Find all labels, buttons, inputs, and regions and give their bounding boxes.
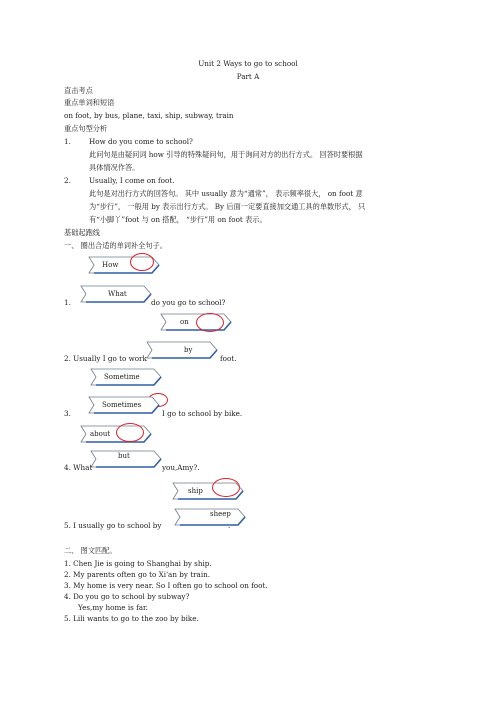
matching-sentence: 1. Chen Jie is going to Shanghai by ship. [64, 559, 212, 568]
option-box-sometime[interactable] [90, 368, 162, 386]
question-text: 4. What [64, 463, 93, 472]
point-explanation: 具体情况作答。 [89, 163, 140, 172]
question-text: 2. Usually I go to work [64, 354, 147, 363]
point-sentence: Usually, I come on foot. [89, 176, 175, 185]
section-heading: 直击考点 [64, 86, 93, 95]
point-explanation: 为“步行”， 一般用 by 表示出行方式。 By 后面一定要直接加交通工具的单数形式， 只 [89, 202, 366, 211]
option-label: sheep [210, 510, 231, 518]
option-label: How [102, 261, 119, 269]
point-explanation: 此句是对出行方式的回答句。 其中 usually 意为“通常”， 表示频率很大， on foot 意 [89, 189, 363, 198]
option-label: Sometime [104, 373, 140, 381]
answer-circle [130, 253, 154, 271]
matching-sentence: Yes,my home is far. [78, 603, 148, 612]
point-number: 1. [64, 137, 71, 146]
option-box-what[interactable] [80, 285, 152, 303]
question-text: do you go to school? [151, 298, 226, 307]
question-text: foot. [220, 354, 237, 363]
page-title: Unit 2 Ways to go to school [198, 59, 298, 68]
option-label: ship [188, 487, 203, 495]
question-text: . [228, 521, 231, 530]
option-label: What [108, 290, 127, 298]
option-label: but [118, 452, 130, 460]
vocab-list: on foot, by bus, plane, taxi, ship, subway, train [64, 111, 234, 120]
question-text: 5. I usually go to school by [64, 521, 162, 530]
question-text: you,Amy?. [162, 463, 200, 472]
matching-sentence: 4. Do you go to school by subway? [64, 592, 190, 601]
part-label: Part A [236, 72, 260, 81]
point-number: 2. [64, 176, 71, 185]
matching-sentence: 2. My parents often go to Xi'an by train. [64, 570, 211, 579]
sentence-heading: 重点句型分析 [64, 124, 108, 133]
answer-circle [212, 478, 240, 497]
option-box-but[interactable] [90, 450, 162, 468]
option-box-sheep[interactable] [174, 508, 246, 526]
point-explanation: 此问句是由疑问词 how 引导的特殊疑问句，用于询问对方的出行方式。 回答时要根据 [89, 150, 363, 159]
vocab-heading: 重点单词和短语 [64, 98, 115, 107]
option-box-sometimes[interactable] [88, 396, 160, 414]
foundation-heading: 基础起跑线 [64, 228, 100, 237]
matching-sentence: 3. My home is very near. So I often go to school on foot. [64, 581, 268, 590]
option-label: about [90, 430, 111, 438]
part1-title: 一、 圈出合适的单词补全句子。 [64, 241, 167, 250]
point-explanation: 有“小脚丫”foot 与 on 搭配， “步行”用 on foot 表示。 [89, 215, 267, 224]
arrow-box-shape [146, 341, 218, 359]
option-label: on [180, 318, 189, 326]
answer-circle [116, 423, 144, 442]
question-number: 1. [64, 298, 71, 307]
question-text: I go to school by bike. [162, 409, 243, 418]
answer-circle [196, 313, 224, 332]
option-box-by[interactable] [146, 341, 218, 359]
option-label: Sometimes [102, 401, 142, 409]
point-sentence: How do you come to school? [89, 137, 193, 146]
option-label: by [184, 346, 193, 354]
matching-sentence: 5. Lili wants to go to the zoo by bike. [64, 614, 199, 623]
part2-title: 二、 图文匹配。 [64, 546, 117, 555]
question-number: 3. [64, 409, 71, 418]
